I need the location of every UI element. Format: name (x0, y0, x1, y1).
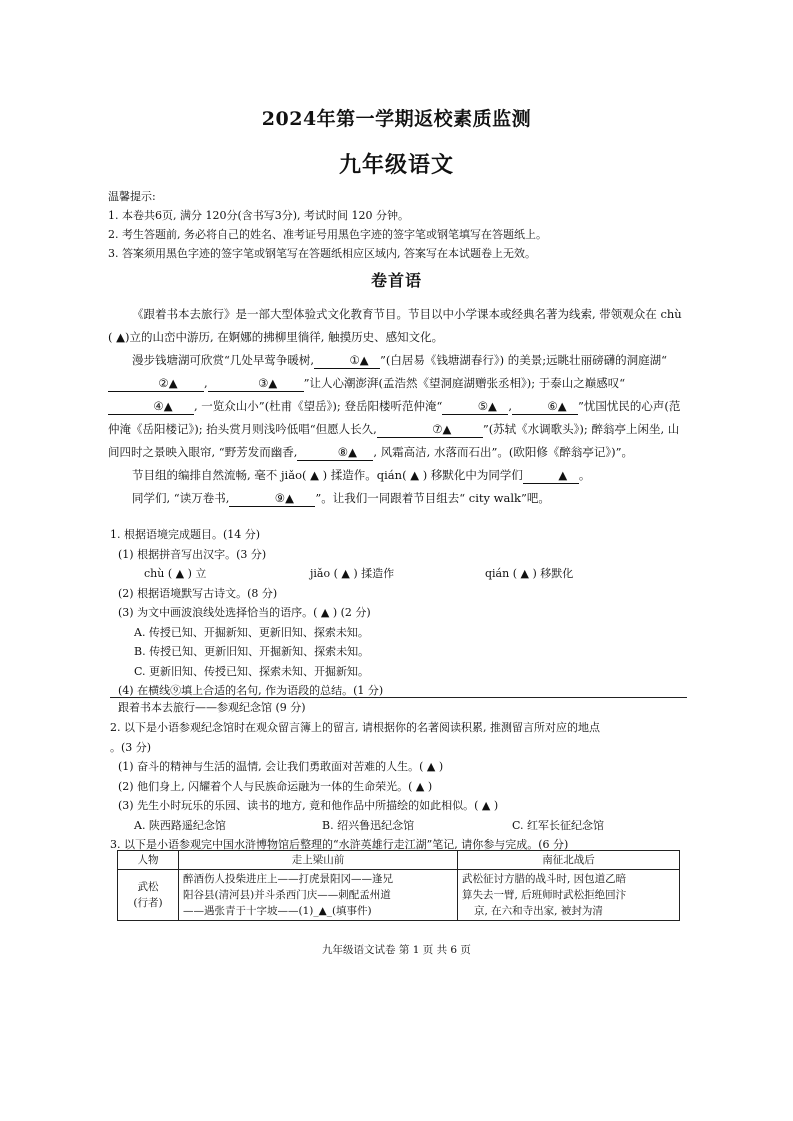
table-cell-before: 醉酒伤人投柴进庄上——打虎景阳冈——逢兄 阳谷县(清河县)并斗杀西门庆——刺配孟州道 ——遇张青于十字坡——(1)_▲_(填事件) (179, 870, 458, 921)
tip-item: 3. 答案须用黑色字迹的签字笔或钢笔写在答题纸相应区域内, 答案写在本试题卷上无效。 (108, 247, 536, 260)
blank-7: ⑦▲ (377, 422, 483, 438)
q2-item-3: (3) 先生小时玩乐的乐园、读书的地方, 竟和他作品中所描绘的如此相似。( ▲ ) (118, 799, 499, 812)
preface-p3: 节目组的编排自然流畅, 毫不 jiǎo( ▲ ) 揉造作。qián( ▲ ) 移默化中为同学们 ▲ 。 (132, 468, 591, 482)
q1-1: (1) 根据拼音写出汉字。(3 分) (118, 547, 267, 561)
q1-1-items: chù ( ▲ ) 立 jiǎo ( ▲ ) 揉造作 qián ( ▲ ) 移默化 (144, 567, 574, 580)
q2-options: A. 陕西路遥纪念馆 B. 绍兴鲁迅纪念馆 C. 红军长征纪念馆 (134, 818, 605, 832)
q3-stem: 3. 以下是小语参观完中国水浒博物馆后整理的“水浒英雄行走江湖”笔记, 请你参与完成。(6 分) (110, 838, 569, 851)
tips-heading: 温馨提示: (108, 190, 156, 203)
blank-8: ⑧▲ (297, 445, 373, 461)
table-cell-after: 武松征讨方腊的战斗时, 因包道乙暗 算失去一臂, 后班师时武松拒绝回汴 京, 在六和寺出家, 被封为清 (458, 870, 680, 921)
blank-2: ②▲ (108, 376, 204, 392)
blank-p3: ▲ (523, 468, 579, 484)
preface-p1: 《跟着书本去旅行》是一部大型体验式文化教育节目。节目以中小学课本或经典名著为线索, 带领观众在 chù ( ▲)立的山峦中游历, 在婀娜的拂柳里徜徉, 触摸历史、感知文化。 (108, 307, 682, 344)
question-1 (110, 525, 690, 701)
section-divider (110, 697, 687, 698)
blank-4: ④▲ (108, 399, 194, 415)
preface-p2: 漫步钱塘湖可欣赏“几处早莺争暖树, ①▲ ”(白居易《钱塘湖春行》) 的美景;远眺壮丽磅礴的洞庭湖“②▲ , ③▲ ”让人心潮澎湃(孟浩然《望洞庭湖赠张丞相》); 于泰山之巅感叹“④▲ , 一览众山小”(杜甫《望岳》); 登岳阳楼听范仲淹“ ⑤▲ , ⑥▲ ”忧国忧民的心声(范仲淹《岳阳楼记》); 抬头赏月则浅吟低唱“但愿人长久, ⑦▲ ”(苏轼《水调歌头》); 醉翁亭上闲坐, 山间四时之景映入眼帘, “野芳发而幽香, ⑧▲ , 风霜高洁, 水落而石出”。(欧阳修《醉翁亭记》)”。 (108, 353, 681, 459)
tip-item: 2. 考生答题前, 务必将自己的姓名、准考证号用黑色字迹的签字笔或钢笔填写在答题纸上。 (108, 228, 547, 241)
blank-6: ⑥▲ (512, 399, 578, 415)
table-header-cell: 南征北战后 (458, 851, 680, 870)
q1-3-option-b: B. 传授已知、更新旧知、开掘新知、探索未知。 (134, 645, 370, 658)
blank-3: ③▲ (208, 376, 304, 392)
question-2 (110, 718, 690, 855)
q2-stem-cont: 。(3 分) (110, 740, 152, 754)
preface-text (108, 303, 688, 510)
q1-3-option-c: C. 更新旧知、传授已知、探索未知、开掘新知。 (134, 664, 370, 678)
notes-table (117, 850, 680, 921)
preface-p4: 同学们, “读万卷书, ⑨▲ ”。让我们一同跟着节目组去“ city walk”吧。 (132, 491, 550, 505)
q1-3: (3) 为文中画波浪线处选择恰当的语序。( ▲ ) (2 分) (118, 606, 371, 619)
table-cell-person: 武松 (行者) (118, 870, 179, 921)
exam-subject: 九年级语文 (338, 152, 454, 178)
tip-item: 1. 本卷共6页, 满分 120分(含书写3分), 考试时间 120 分钟。 (108, 209, 410, 222)
table-row (118, 870, 680, 921)
q1-4: (4) 在横线⑨填上合适的名句, 作为语段的总结。(1 分) (118, 684, 384, 697)
table-header-row (118, 851, 680, 870)
q1-3-option-a: A. 传授已知、开掘新知、更新旧知、探索未知。 (134, 625, 369, 639)
page-footer: 九年级语文试卷 第 1 页 共 6 页 (322, 944, 471, 956)
q2-item-1: (1) 奋斗的精神与生活的温情, 会让我们勇敢面对苦难的人生。( ▲ ) (118, 760, 444, 773)
table-header-cell: 走上梁山前 (179, 851, 458, 870)
blank-5: ⑤▲ (442, 399, 508, 415)
q2-stem: 2. 以下是小语参观纪念馆时在观众留言簿上的留言, 请根据你的名著阅读积累, 推测留言所对应的地点 (110, 721, 600, 734)
table-header-cell: 人物 (118, 851, 179, 870)
blank-1: ①▲ (314, 353, 380, 369)
blank-9: ⑨▲ (229, 491, 315, 507)
section-2-heading: 跟着书本去旅行——参观纪念馆 (9 分) (118, 701, 306, 714)
tips-block (108, 187, 728, 263)
exam-title: 2024年第一学期返校素质监测 (261, 108, 532, 130)
preface-heading: 卷首语 (370, 271, 422, 290)
q2-item-2: (2) 他们身上, 闪耀着个人与民族命运融为一体的生命荣光。( ▲ ) (118, 779, 433, 793)
q1-2: (2) 根据语境默写古诗文。(8 分) (118, 586, 278, 600)
q1-stem: 1. 根据语境完成题目。(14 分) (110, 528, 261, 541)
